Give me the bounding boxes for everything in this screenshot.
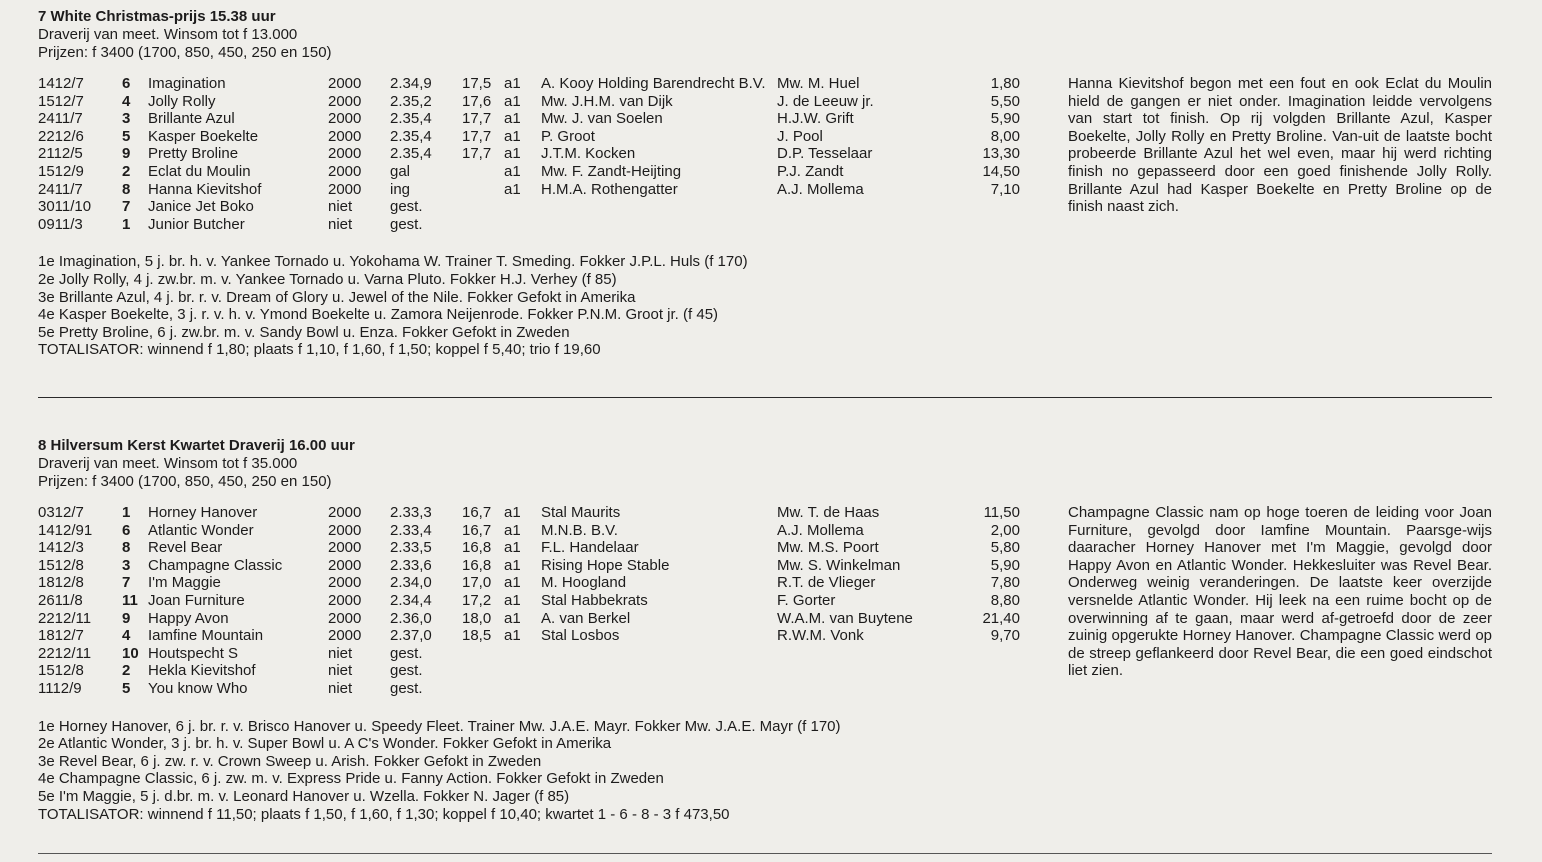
horse-number: 1 xyxy=(122,504,131,521)
start-type: a1 xyxy=(504,92,521,110)
result-date: 0911/3 xyxy=(38,215,83,233)
finish-time: gest. xyxy=(390,679,423,697)
horse-number: 10 xyxy=(122,644,139,662)
detail-line: 5e Pretty Broline, 6 j. zw.br. m. v. Sandy Bowl u. Enza. Fokker Gefokt in Zweden xyxy=(38,323,570,341)
odds-value: 13,30 xyxy=(982,145,1020,163)
detail-line: 1e Imagination, 5 j. br. h. v. Yankee Tornado u. Yokohama W. Trainer T. Smeding. Fokker J.P.L. Huls (f 170) xyxy=(38,253,748,271)
result-date: 2611/8 xyxy=(38,591,83,609)
distance: 2000 xyxy=(328,609,362,627)
owner-name: Stal Habbekrats xyxy=(541,591,648,609)
driver-name: D.P. Tesselaar xyxy=(777,145,873,163)
km-time: 17,7 xyxy=(462,110,492,128)
horse-number: 1 xyxy=(122,215,131,233)
horse-name: Houtspecht S xyxy=(148,644,239,662)
km-time: 17,5 xyxy=(462,75,492,92)
driver-name: J. Pool xyxy=(777,127,823,145)
detail-line: 4e Kasper Boekelte, 3 j. r. v. h. v. Ymond Boekelte u. Zamora Neijenrode. Fokker P.N.M. Groot jr. (f 45) xyxy=(38,306,719,324)
horse-name: Kasper Boekelte xyxy=(148,127,259,145)
odds-value: 5,80 xyxy=(990,539,1020,557)
distance: niet xyxy=(328,215,353,233)
horse-name: Imagination xyxy=(148,75,226,92)
result-date: 2112/5 xyxy=(38,145,83,163)
start-type: a1 xyxy=(504,591,521,609)
distance: 2000 xyxy=(328,574,362,592)
horse-number: 11 xyxy=(122,591,138,609)
distance: niet xyxy=(328,644,353,662)
km-time: 16,7 xyxy=(462,521,492,539)
km-time: 18,5 xyxy=(462,627,492,645)
result-date: 2411/7 xyxy=(38,110,83,128)
horse-name: I'm Maggie xyxy=(148,574,221,592)
start-type: a1 xyxy=(504,180,521,198)
distance: 2000 xyxy=(328,162,362,180)
horse-number: 9 xyxy=(122,609,131,627)
result-date: 1812/7 xyxy=(38,627,84,645)
owner-name: H.M.A. Rothengatter xyxy=(541,180,678,198)
odds-value: 5,90 xyxy=(990,110,1020,128)
result-date: 1512/8 xyxy=(38,556,84,574)
km-time: 16,7 xyxy=(462,504,492,521)
start-type: a1 xyxy=(504,539,521,557)
driver-name: P.J. Zandt xyxy=(777,162,844,180)
detail-line: 3e Revel Bear, 6 j. zw. r. v. Crown Sweep u. Arish. Fokker Gefokt in Zweden xyxy=(38,752,542,770)
race-details xyxy=(38,718,1498,824)
finish-time: gest. xyxy=(390,198,423,216)
horse-number: 5 xyxy=(122,127,131,145)
results-table xyxy=(38,75,1498,233)
result-date: 1412/91 xyxy=(38,521,93,539)
result-date: 1812/8 xyxy=(38,574,84,592)
owner-name: J.T.M. Kocken xyxy=(541,145,636,163)
race-prizes: Prijzen: f 3400 (1700, 850, 450, 250 en 150) xyxy=(38,43,332,61)
distance: 2000 xyxy=(328,180,362,198)
horse-name: Junior Butcher xyxy=(148,215,245,233)
owner-name: A. Kooy Holding Barendrecht B.V. xyxy=(541,75,766,92)
distance: 2000 xyxy=(328,539,362,557)
detail-line: 3e Brillante Azul, 4 j. br. r. v. Dream of Glory u. Jewel of the Nile. Fokker Gefokt in Amerika xyxy=(38,288,636,306)
odds-value: 8,00 xyxy=(990,127,1020,145)
result-date: 2212/11 xyxy=(38,644,92,662)
horse-name: Happy Avon xyxy=(148,609,229,627)
owner-name: Mw. J.H.M. van Dijk xyxy=(541,92,673,110)
km-time: 18,0 xyxy=(462,609,492,627)
horse-number: 7 xyxy=(122,574,131,592)
odds-value: 7,80 xyxy=(990,574,1020,592)
horse-number: 8 xyxy=(122,180,131,198)
km-time: 17,7 xyxy=(462,145,492,163)
km-time: 17,6 xyxy=(462,92,492,110)
result-date: 2411/7 xyxy=(38,180,83,198)
result-date: 2212/11 xyxy=(38,609,92,627)
finish-time: 2.35,2 xyxy=(390,92,432,110)
finish-time: gest. xyxy=(390,662,423,680)
start-type: a1 xyxy=(504,574,521,592)
totalisator-line: TOTALISATOR: winnend f 1,80; plaats f 1,10, f 1,60, f 1,50; koppel f 5,40; trio f 19,60 xyxy=(38,341,601,359)
driver-name: A.J. Mollema xyxy=(777,180,864,198)
horse-number: 9 xyxy=(122,145,131,163)
km-time: 17,2 xyxy=(462,591,492,609)
owner-name: Stal Losbos xyxy=(541,627,620,645)
race-comment: Champagne Classic nam op hoge toeren de leiding voor Joan Furniture, gevolgd door Iamfine Mountain. Paarsge-wijs daaracher Horney Hanover met I'm Maggie, gevolgd door Happy Avon en Atlantic Wonder. Hekkesluiter was Revel Bear. Onderweg weinig veranderingen. De laatste keer overzijde versnelde Atlantic Wonder. Hij leek na een ruime bocht op de overwinning af te gaan, maar werd af-getroefd door de zeer zuinig opgerukte Horney Hanover. Champagne Classic werd op de streep geflankeerd door Revel Bear, die een goed eindschot liet zien. xyxy=(1068,504,1492,680)
km-time: 17,0 xyxy=(462,574,492,592)
odds-value: 21,40 xyxy=(982,609,1020,627)
start-type: a1 xyxy=(504,75,521,92)
start-type: a1 xyxy=(504,145,521,163)
odds-value: 14,50 xyxy=(982,162,1020,180)
distance: 2000 xyxy=(328,110,362,128)
distance: 2000 xyxy=(328,127,362,145)
horse-name: Pretty Broline xyxy=(148,145,239,163)
start-type: a1 xyxy=(504,504,521,521)
owner-name: F.L. Handelaar xyxy=(541,539,639,557)
horse-number: 2 xyxy=(122,162,131,180)
distance: 2000 xyxy=(328,92,362,110)
horse-number: 3 xyxy=(122,556,131,574)
finish-time: 2.35,4 xyxy=(390,145,432,163)
horse-name: Jolly Rolly xyxy=(148,92,216,110)
distance: 2000 xyxy=(328,75,362,92)
odds-value: 1,80 xyxy=(990,75,1020,92)
driver-name: W.A.M. van Buytene xyxy=(777,609,913,627)
detail-line: 5e I'm Maggie, 5 j. d.br. m. v. Leonard Hanover u. Wzella. Fokker N. Jager (f 85) xyxy=(38,787,570,805)
table-row xyxy=(38,680,1498,698)
finish-time: gest. xyxy=(390,215,423,233)
detail-line: 2e Atlantic Wonder, 3 j. br. h. v. Super Bowl u. A C's Wonder. Fokker Gefokt in Amerika xyxy=(38,735,612,753)
owner-name: Mw. J. van Soelen xyxy=(541,110,663,128)
section-divider xyxy=(38,397,1492,398)
finish-time: 2.33,5 xyxy=(390,539,432,557)
finish-time: ing xyxy=(390,180,411,198)
finish-time: 2.35,4 xyxy=(390,127,432,145)
odds-value: 5,50 xyxy=(990,92,1020,110)
driver-name: J. de Leeuw jr. xyxy=(777,92,874,110)
race-comment: Hanna Kievitshof begon met een fout en ook Eclat du Moulin hield de gangen er niet onder. Imagination leidde vervolgens van start tot finish. Op rij volgden Brillante Azul, Kasper Boekelte, Jolly Rolly en Pretty Broline. Van-uit de laatste bocht probeerde Brillante Azul het wel even, maar hij werd richting finish no gepasseerd door een goed finishende Jolly Rolly. Brillante Azul had Kasper Boekelte en Pretty Broline op de finish naast zich. xyxy=(1068,75,1492,216)
horse-number: 7 xyxy=(122,198,131,216)
owner-name: Stal Maurits xyxy=(541,504,621,521)
horse-name: Hanna Kievitshof xyxy=(148,180,262,198)
driver-name: Mw. M.S. Poort xyxy=(777,539,879,557)
bottom-rule xyxy=(38,853,1492,854)
owner-name: A. van Berkel xyxy=(541,609,631,627)
odds-value: 8,80 xyxy=(990,591,1020,609)
start-type: a1 xyxy=(504,627,521,645)
km-time: 17,7 xyxy=(462,127,492,145)
driver-name: A.J. Mollema xyxy=(777,521,864,539)
owner-name: Mw. F. Zandt-Heijting xyxy=(541,162,682,180)
owner-name: P. Groot xyxy=(541,127,595,145)
finish-time: 2.36,0 xyxy=(390,609,432,627)
race-8-section xyxy=(38,437,1498,823)
result-date: 0312/7 xyxy=(38,504,84,521)
distance: 2000 xyxy=(328,556,362,574)
results-table xyxy=(38,504,1498,698)
finish-time: 2.33,3 xyxy=(390,504,432,521)
odds-value: 5,90 xyxy=(990,556,1020,574)
km-time: 16,8 xyxy=(462,556,492,574)
driver-name: Mw. M. Huel xyxy=(777,75,860,92)
finish-time: 2.34,0 xyxy=(390,574,432,592)
result-date: 1512/8 xyxy=(38,662,84,680)
driver-name: H.J.W. Grift xyxy=(777,110,854,128)
distance: niet xyxy=(328,198,353,216)
finish-time: 2.35,4 xyxy=(390,110,432,128)
horse-number: 2 xyxy=(122,662,131,680)
horse-name: Hekla Kievitshof xyxy=(148,662,256,680)
driver-name: R.T. de Vlieger xyxy=(777,574,876,592)
result-date: 1412/3 xyxy=(38,539,84,557)
horse-name: You know Who xyxy=(148,679,248,697)
distance: 2000 xyxy=(328,504,362,521)
km-time: 16,8 xyxy=(462,539,492,557)
start-type: a1 xyxy=(504,127,521,145)
odds-value: 9,70 xyxy=(990,627,1020,645)
horse-name: Joan Furniture xyxy=(148,591,245,609)
race-conditions: Draverij van meet. Winsom tot f 35.000 xyxy=(38,455,298,472)
owner-name: M.N.B. B.V. xyxy=(541,521,618,539)
start-type: a1 xyxy=(504,521,521,539)
odds-value: 2,00 xyxy=(990,521,1020,539)
detail-line: 1e Horney Hanover, 6 j. br. r. v. Brisco Hanover u. Speedy Fleet. Trainer Mw. J.A.E. Mayr. Fokker Mw. J.A.E. Mayr (f 170) xyxy=(38,717,841,735)
horse-name: Eclat du Moulin xyxy=(148,162,251,180)
distance: 2000 xyxy=(328,521,362,539)
result-date: 1112/9 xyxy=(38,679,82,697)
driver-name: Mw. T. de Haas xyxy=(777,504,880,521)
distance: 2000 xyxy=(328,145,362,163)
odds-value: 11,50 xyxy=(983,504,1020,521)
horse-name: Horney Hanover xyxy=(148,504,258,521)
race-7-section xyxy=(38,8,1498,359)
driver-name: F. Gorter xyxy=(777,591,836,609)
horse-name: Brillante Azul xyxy=(148,110,235,128)
result-date: 3011/10 xyxy=(38,198,92,216)
distance: 2000 xyxy=(328,591,362,609)
finish-time: 2.33,4 xyxy=(390,521,432,539)
race-conditions: Draverij van meet. Winsom tot f 13.000 xyxy=(38,26,298,43)
distance: niet xyxy=(328,662,353,680)
horse-number: 6 xyxy=(122,75,131,92)
horse-name: Revel Bear xyxy=(148,539,223,557)
start-type: a1 xyxy=(504,110,521,128)
distance: 2000 xyxy=(328,627,362,645)
driver-name: R.W.M. Vonk xyxy=(777,627,864,645)
finish-time: 2.34,4 xyxy=(390,591,432,609)
horse-name: Iamfine Mountain xyxy=(148,627,264,645)
horse-number: 6 xyxy=(122,521,131,539)
start-type: a1 xyxy=(504,162,521,180)
horse-number: 4 xyxy=(122,92,131,110)
horse-number: 4 xyxy=(122,627,131,645)
driver-name: Mw. S. Winkelman xyxy=(777,556,901,574)
finish-time: 2.37,0 xyxy=(390,627,432,645)
race-title: 8 Hilversum Kerst Kwartet Draverij 16.00 uur xyxy=(38,437,355,454)
result-date: 1512/7 xyxy=(38,92,84,110)
detail-line: 2e Jolly Rolly, 4 j. zw.br. m. v. Yankee Tornado u. Varna Pluto. Fokker H.J. Verhey (f 85) xyxy=(38,270,617,288)
odds-value: 7,10 xyxy=(990,180,1020,198)
horse-name: Janice Jet Boko xyxy=(148,198,254,216)
detail-line: 4e Champagne Classic, 6 j. zw. m. v. Express Pride u. Fanny Action. Fokker Gefokt in Zweden xyxy=(38,770,664,788)
race-title: 7 White Christmas-prijs 15.38 uur xyxy=(38,8,276,25)
horse-number: 5 xyxy=(122,679,131,697)
owner-name: M. Hoogland xyxy=(541,574,627,592)
finish-time: 2.33,6 xyxy=(390,556,432,574)
race-prizes: Prijzen: f 3400 (1700, 850, 450, 250 en 150) xyxy=(38,472,332,490)
finish-time: 2.34,9 xyxy=(390,75,432,92)
horse-number: 3 xyxy=(122,110,131,128)
finish-time: gest. xyxy=(390,644,423,662)
result-date: 1512/9 xyxy=(38,162,84,180)
result-date: 1412/7 xyxy=(38,75,84,92)
horse-number: 8 xyxy=(122,539,131,557)
horse-name: Champagne Classic xyxy=(148,556,283,574)
owner-name: Rising Hope Stable xyxy=(541,556,670,574)
start-type: a1 xyxy=(504,609,521,627)
finish-time: gal xyxy=(390,162,411,180)
result-date: 2212/6 xyxy=(38,127,84,145)
race-details xyxy=(38,253,1498,359)
start-type: a1 xyxy=(504,556,521,574)
horse-name: Atlantic Wonder xyxy=(148,521,254,539)
distance: niet xyxy=(328,679,353,697)
table-row xyxy=(38,216,1498,234)
totalisator-line: TOTALISATOR: winnend f 11,50; plaats f 1,50, f 1,60, f 1,30; koppel f 10,40; kwartet 1 - 6 - 8 - 3 f 473,50 xyxy=(38,805,730,823)
